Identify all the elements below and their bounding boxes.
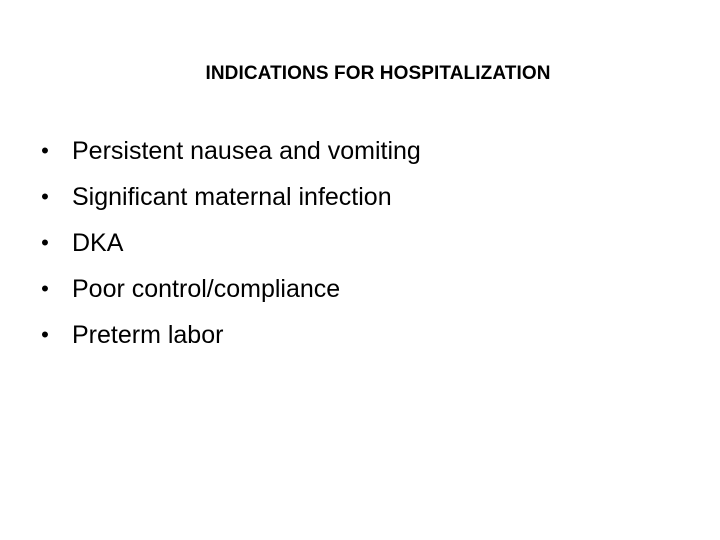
list-item-text: Significant maternal infection bbox=[72, 183, 392, 211]
bullet-icon: • bbox=[41, 184, 49, 209]
slide-title: INDICATIONS FOR HOSPITALIZATION bbox=[205, 63, 551, 84]
bullet-icon: • bbox=[41, 322, 49, 347]
list-item-text: DKA bbox=[72, 229, 124, 257]
list-item-text: Persistent nausea and vomiting bbox=[72, 137, 421, 165]
list-item-text: Poor control/compliance bbox=[72, 275, 341, 303]
bullet-icon: • bbox=[41, 230, 49, 255]
bullet-icon: • bbox=[41, 138, 49, 163]
list-item-text: Preterm labor bbox=[72, 321, 224, 349]
bullet-icon: • bbox=[41, 276, 49, 301]
